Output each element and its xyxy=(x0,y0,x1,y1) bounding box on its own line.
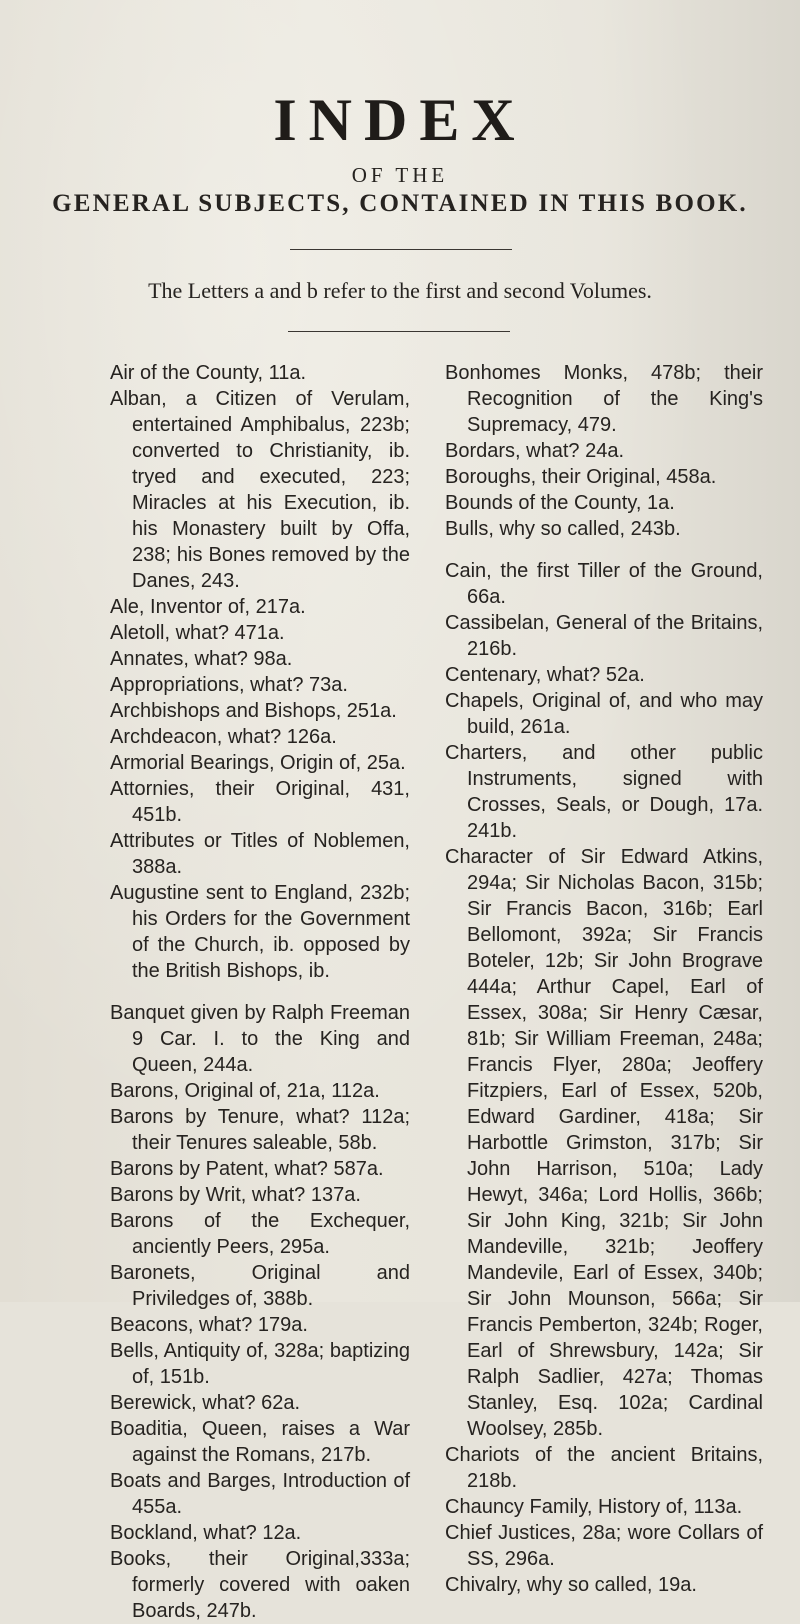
index-entry: Air of the County, 11a. xyxy=(110,362,307,384)
index-entry: Attributes or Titles of Noblemen, 388a. xyxy=(110,830,410,878)
index-entry: Appropriations, what? 73a. xyxy=(110,674,348,696)
index-entry: Charters, and other public Instruments, signed with Crosses, Seals, or Dough, 17a. 241b. xyxy=(445,742,763,842)
index-entry: Boats and Barges, Introduction of 455a. xyxy=(110,1470,410,1518)
index-subtitle: GENERAL SUBJECTS, CONTAINED IN THIS BOOK. xyxy=(52,190,748,217)
index-entry: Centenary, what? 52a. xyxy=(445,664,645,686)
left-column xyxy=(110,360,410,1624)
index-entry: Barons of the Exchequer, anciently Peers, 295a. xyxy=(110,1210,410,1258)
index-entry: Cassibelan, General of the Britains, 216b. xyxy=(445,612,763,660)
index-entry: Character of Sir Edward Atkins, 294a; Sir Nicholas Bacon, 315b; Sir Francis Bacon, 316b; Earl Bellomont, 392a; Sir Francis Boteler, 12b; Sir John Brograve 444a; Arthur Capel, Earl of Essex, 308a; Sir Henry Cæsar, 81b; Sir William Freeman, 248a; Francis Flyer, 280a; Jeoffery Fitzpiers, Earl of Essex, 520b, Edward Gardiner, 418a; Sir Harbottle Grimston, 317b; Sir John Harrison, 510a; Lady Hewyt, 346a; Lord Hollis, 366b; Sir John King, 321b; Sir John Mandeville, 321b; Jeoffery Mandevile, Earl of Essex, 340b; Sir John Mounson, 566a; Sir Francis Pemberton, 324b; Roger, Earl of Shrewsbury, 142a; Sir Ralph Sadlier, 427a; Thomas Stanley, Esq. 102a; Cardinal Woolsey, 285b. xyxy=(445,846,763,1440)
index-entry: Bounds of the County, 1a. xyxy=(445,492,675,514)
index-entry: Archbishops and Bishops, 251a. xyxy=(110,700,397,722)
index-entry: Barons by Patent, what? 587a. xyxy=(110,1158,384,1180)
index-entry: Baronets, Original and Priviledges of, 388b. xyxy=(110,1262,410,1310)
index-entry: Bulls, why so called, 243b. xyxy=(445,518,681,540)
right-column xyxy=(445,360,763,1598)
index-entry: Attornies, their Original, 431, 451b. xyxy=(110,778,410,826)
divider-rule xyxy=(288,331,510,332)
index-entry: Chief Justices, 28a; wore Collars of SS, 296a. xyxy=(445,1522,763,1570)
index-entry: Books, their Original,333a; formerly covered with oaken Boards, 247b. xyxy=(110,1548,410,1622)
divider-rule xyxy=(290,249,512,250)
index-entry: Barons by Writ, what? 137a. xyxy=(110,1184,361,1206)
index-entry: Archdeacon, what? 126a. xyxy=(110,726,337,748)
index-entry: Cain, the first Tiller of the Ground, 66a. xyxy=(445,560,763,608)
index-entry: Armorial Bearings, Origin of, 25a. xyxy=(110,752,406,774)
index-entry: Alban, a Citizen of Verulam, entertained Amphibalus, 223b; converted to Christianity, ib. tryed and executed, 223; Miracles at his Execution, ib. his Monastery built by Offa, 238; his Bones removed by the Danes, 243. xyxy=(110,388,410,592)
index-entry: Bordars, what? 24a. xyxy=(445,440,624,462)
index-entry: Aletoll, what? 471a. xyxy=(110,622,285,644)
index-entry: Annates, what? 98a. xyxy=(110,648,293,670)
index-entry: Ale, Inventor of, 217a. xyxy=(110,596,306,618)
index-entry: Barons, Original of, 21a, 112a. xyxy=(110,1080,380,1102)
index-entry: Barons by Tenure, what? 112a; their Tenures saleable, 58b. xyxy=(110,1106,410,1154)
index-title: INDEX xyxy=(273,87,527,153)
index-entry: Chapels, Original of, and who may build, 261a. xyxy=(445,690,763,738)
of-the-line: OF THE xyxy=(351,163,449,187)
index-entry: Bockland, what? 12a. xyxy=(110,1522,302,1544)
index-entry: Beacons, what? 179a. xyxy=(110,1314,308,1336)
volume-note: The Letters a and b refer to the first and second Volumes. xyxy=(148,278,652,303)
index-entry: Bells, Antiquity of, 328a; baptizing of, 151b. xyxy=(110,1340,410,1388)
index-entry: Chariots of the ancient Britains, 218b. xyxy=(445,1444,763,1492)
index-entry: Berewick, what? 62a. xyxy=(110,1392,301,1414)
index-entry: Banquet given by Ralph Freeman 9 Car. I. to the King and Queen, 244a. xyxy=(110,1002,410,1076)
index-entry: Boroughs, their Original, 458a. xyxy=(445,466,717,488)
index-entry: Augustine sent to England, 232b; his Orders for the Government of the Church, ib. opposed by the British Bishops, ib. xyxy=(110,882,410,982)
index-entry: Boaditia, Queen, raises a War against the Romans, 217b. xyxy=(110,1418,410,1466)
index-entry: Chauncy Family, History of, 113a. xyxy=(445,1496,743,1518)
index-entry: Bonhomes Monks, 478b; their Recognition of the King's Supremacy, 479. xyxy=(445,362,763,436)
index-entry: Chivalry, why so called, 19a. xyxy=(445,1574,697,1596)
